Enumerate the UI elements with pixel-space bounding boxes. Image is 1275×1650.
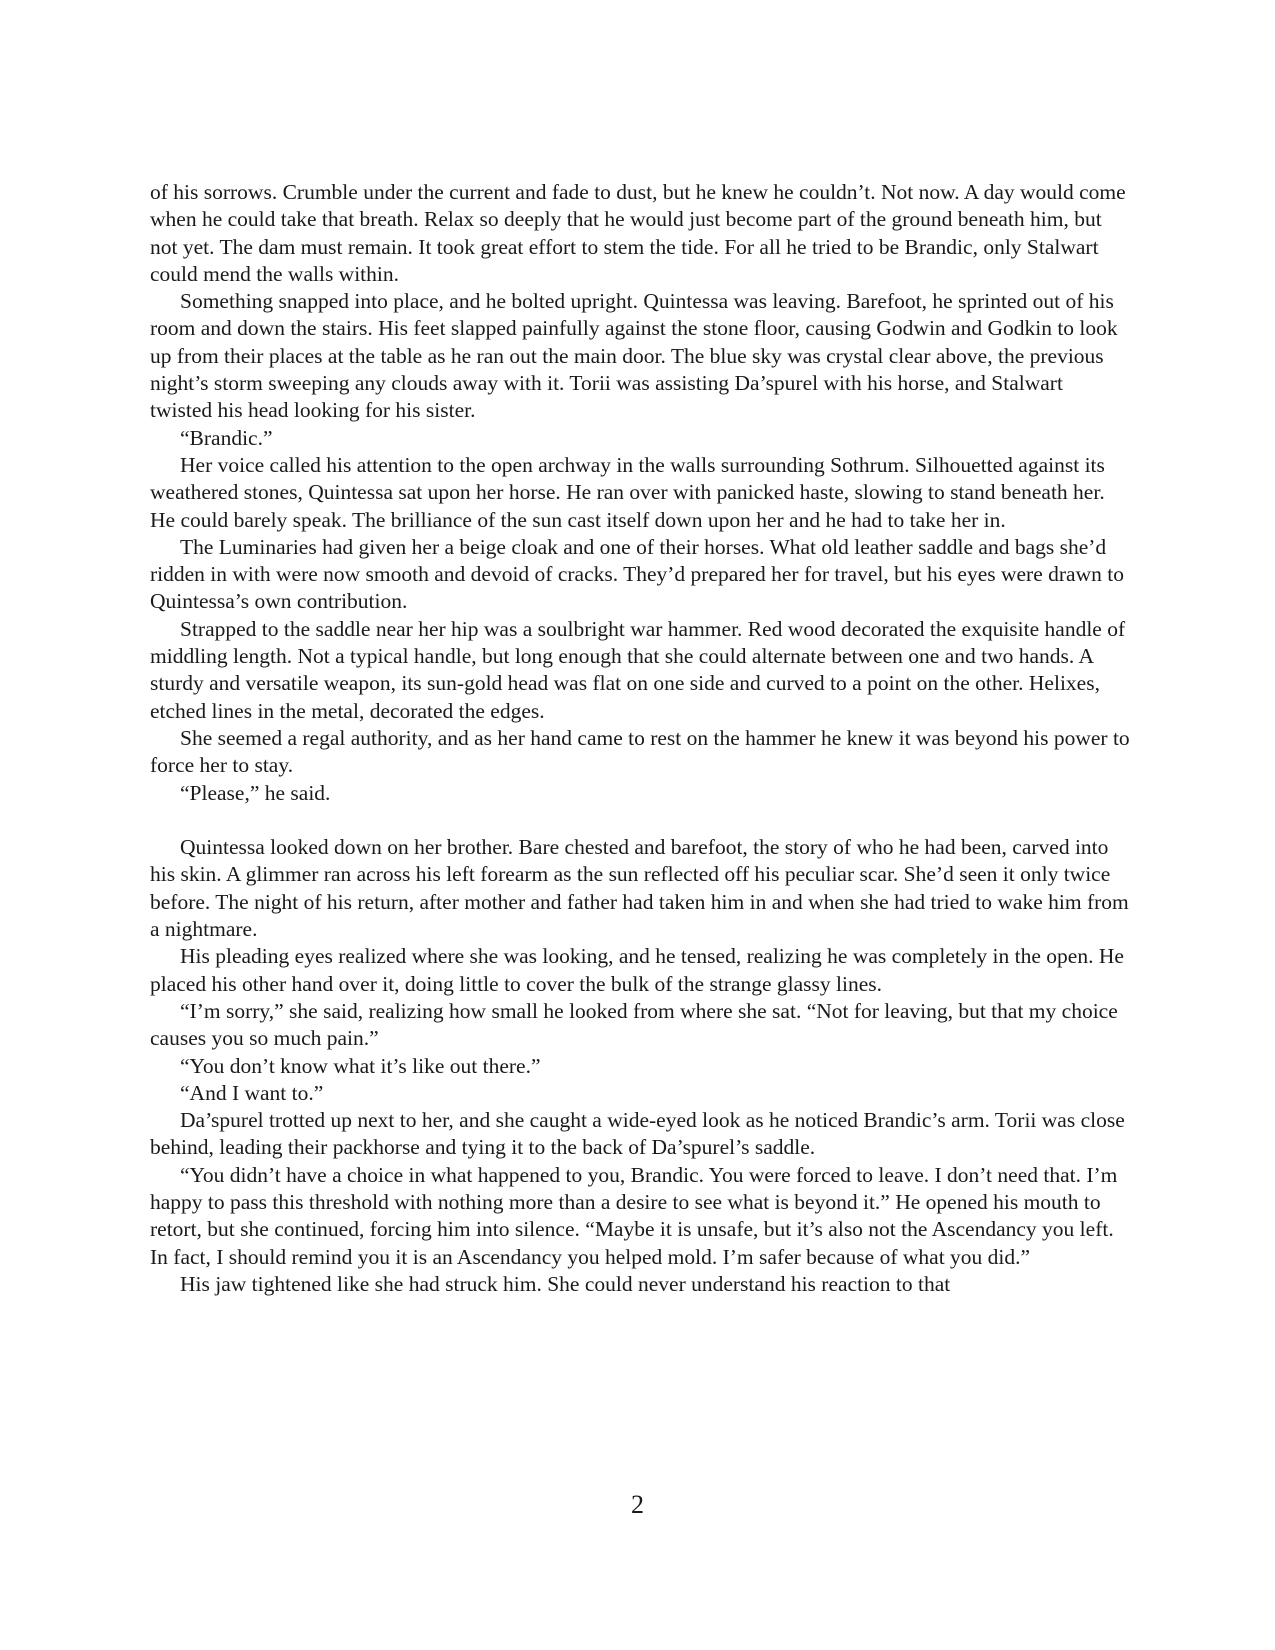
dialogue-line: “I’m sorry,” she said, realizing how small he looked from where she sat. “Not for leaving, but that my choice causes you so much pain.” [150,998,1118,1051]
paragraph: Something snapped into place, and he bolted upright. Quintessa was leaving. Barefoot, he sprinted out of his room and down the stairs. His feet slapped painfully against the stone floor, causing Godwin and Godkin to look up from their places at the table as he ran out the main door. The blue sky was crystal clear above, the previous night’s storm sweeping any clouds away with it. Torii was assisting Da’spurel with his horse, and Stalwart twisted his head looking for his sister. [150,289,1118,423]
paragraph: Da’spurel trotted up next to her, and she caught a wide-eyed look as he noticed Brandic’s arm. Torii was close behind, leading their packhorse and tying it to the back of Da’spurel’s saddle. [150,1108,1125,1160]
dialogue-line: “You don’t know what it’s like out there.” [180,1053,541,1078]
dialogue-line: “Brandic.” [180,425,273,450]
paragraph: Quintessa looked down on her brother. Bare chested and barefoot, the story of who he had been, carved into his skin. A glimmer ran across his left forearm as the sun reflected off his peculiar scar. She’d seen it only twice before. The night of his return, after mother and father had taken him in and when she had tried to wake him from a nightmare. [150,835,1129,942]
paragraph: She seemed a regal authority, and as her hand came to rest on the hammer he knew it was beyond his power to force her to stay. [150,725,1130,778]
paragraph: The Luminaries had given her a beige cloak and one of their horses. What old leather saddle and bags she’d ridden in with were now smooth and devoid of cracks. They’d prepared her for travel, but his eyes were drawn to Quintessa’s own contribution. [150,534,1124,614]
paragraph: His pleading eyes realized where she was looking, and he tensed, realizing he was completely in the open. He placed his other hand over it, doing little to cover the bulk of the strange glassy lines. [150,944,1124,996]
paragraph-continued: of his sorrows. Crumble under the current and fade to dust, but he knew he couldn’t. Not now. A day would come when he could take that breath. Relax so deeply that he would just become part of the ground beneath him, but not yet. The dam must remain. It took great effort to stem the tide. For all he tried to be Brandic, only Stalwart could mend the walls within. [150,180,1126,286]
paragraph: Strapped to the saddle near her hip was a soulbright war hammer. Red wood decorated the exquisite handle of middling length. Not a typical handle, but long enough that she could alternate between one and two hands. A sturdy and versatile weapon, its sun-gold head was flat on one side and curved to a point on the other. Helixes, etched lines in the metal, decorated the edges. [150,616,1126,723]
paragraph: His jaw tightened like she had struck him. She could never understand his reaction to that [180,1271,951,1296]
dialogue-line: “And I want to.” [180,1080,324,1105]
body-text [150,179,1130,1298]
dialogue-line: “Please,” he said. [180,780,331,805]
scene-break [150,807,1130,834]
page-number: 2 [631,1490,644,1519]
paragraph: Her voice called his attention to the open archway in the walls surrounding Sothrum. Silhouetted against its weathered stones, Quintessa sat upon her horse. He ran over with panicked haste, slowing to stand beneath her. He could barely speak. The brilliance of the sun cast itself down upon her and he had to take her in. [150,452,1105,532]
paragraph: “You didn’t have a choice in what happened to you, Brandic. You were forced to leave. I don’t need that. I’m happy to pass this threshold with nothing more than a desire to see what is beyond it.” He opened his mouth to retort, but she continued, forcing him into silence. “Maybe it is unsafe, but it’s also not the Ascendancy you left. In fact, I should remind you it is an Ascendancy you helped mold. I’m safer because of what you did.” [150,1162,1118,1269]
